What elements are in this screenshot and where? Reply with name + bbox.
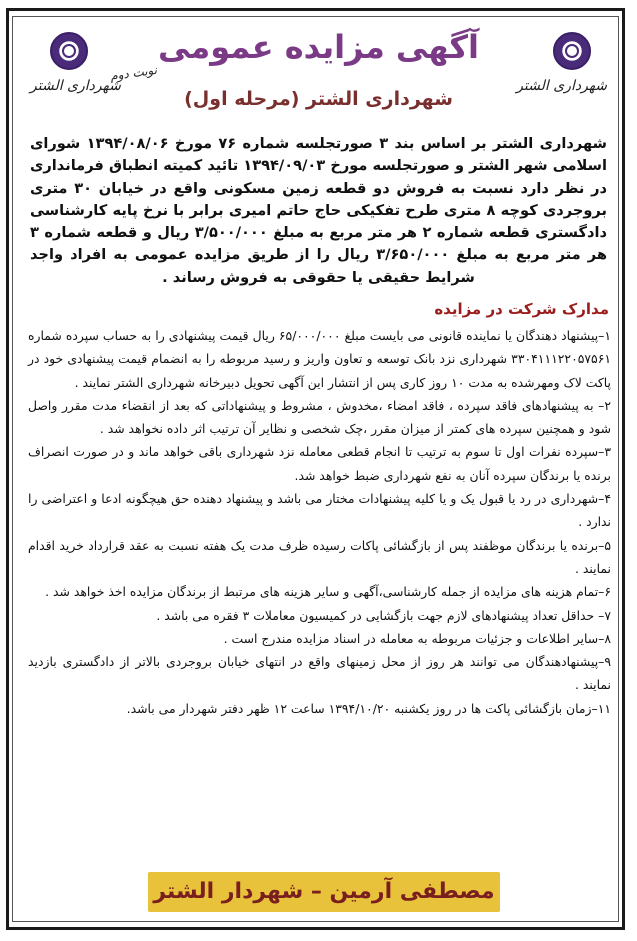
list-item: ۱–پیشنهاد دهندگان یا نماینده قانونی می بایست مبلغ ۶۵/۰۰۰/۰۰۰ ریال قیمت پیشنهادی را به حساب سپرده شماره ۳۳۰۴۱۱۱۲۲۰۵۷۵۶۱ شهرداری نزد بانک توسعه و تعاون واریز و رسید مربوطه را به انضمام قیمت پیشنهادی خود در پاکت لاک ومهرشده به مدت ۱۰ روز کاری پس از انتشار این آگهی تحویل دبیرخانه شهرداری الشتر نمایند .: [28, 328, 612, 390]
list-item: ۷– حداقل تعداد پیشنهادهای لازم جهت بازگشایی در کمیسیون معاملات ۳ فقره می باشد .: [156, 607, 611, 623]
list-item: ۶–تمام هزینه های مزایده از جمله کارشناسی،آگهی و سایر هزینه های مرتبط از برندگان مزایده اخذ خواهد شد .: [45, 584, 611, 600]
list-item: ۲– به پیشنهادهای فاقد سپرده ، فاقد امضاء ،مخدوش ، مشروط و پیشنهاداتی که بعد از انقضاء مدت مقرر واصل شود و همچنین سپرده های کمتر از میزان مقرر ،چک شخصی و نظایر آن ترتیب اثر داده نخواهد شد .: [28, 397, 611, 437]
intro-paragraph: شهرداری الشتر بر اساس بند ۳ صورتجلسه شماره ۷۶ مورخ ۱۳۹۴/۰۸/۰۶ شورای اسلامی شهر الشتر و صورتجلسه مورخ ۱۳۹۴/۰۹/۰۳ تائید کمیته انطباق فرمانداری در نظر دارد نسبت به فروش دو قطعه زمین مسکونی واقع در خیابان ۳۰ متری بروجردی کوچه ۸ متری طرح تفکیکی حاج حاتم امیری برابر با نرخ پایه کارشناسی دادگستری قطعه شماره ۲ هر متر مربع به مبلغ ۳/۵۰۰/۰۰۰ ریال و قطعه شماره ۳ هر متر مربع به مبلغ ۳/۶۵۰/۰۰۰ ریال را از طریق مزایده عمومی به افراد واجد شرایط حقیقی یا حقوقی به فروش رساند .: [30, 135, 607, 286]
municipality-logo-right: شهرداری الشتر: [516, 78, 607, 94]
round-note: نوبت دوم: [109, 62, 158, 84]
page-subtitle: شهرداری الشتر (مرحله اول): [184, 88, 453, 110]
list-item: ۴–شهرداری در رد یا قبول یک و یا کلیه پیشنهادات مختار می باشد و پیشنهاد دهنده حق هیچگونه ادعا و اعتراضی را ندارد .: [28, 491, 611, 530]
list-item: ۳–سپرده نفرات اول تا سوم به ترتیب تا انجام قطعی معامله نزد شهرداری باقی خواهد ماند و در صورت انصراف برنده یا برندگان سپرده آنان به نفع شهرداری ضبط خواهد شد.: [28, 444, 611, 483]
section-heading: مدارک شرکت در مزایده: [434, 300, 609, 318]
page-title: آگهی مزایده عمومی: [158, 28, 479, 66]
list-item: ۹–پیشنهادهندگان می توانند هر روز از محل زمینهای واقع در انتهای خیابان بروجردی بالاتر از دادگستری بازدید نمایند .: [28, 654, 611, 693]
list-item: ۱۱–زمان بازگشائی پاکت ها در روز یکشنبه ۱۳۹۴/۱۰/۲۰ ساعت ۱۲ ظهر دفتر شهردار می باشد.: [126, 700, 611, 716]
signature-bar: مصطفی آرمین – شهردار الشتر: [148, 872, 500, 912]
list-item: ۵–برنده یا برندگان موظفند پس از بازگشائی پاکات رسیده ظرف مدت یک هفته نسبت به عقد قرارداد خرید اقدام نمایند .: [28, 537, 611, 576]
conditions-list: [28, 324, 611, 720]
list-item: ۸–سایر اطلاعات و جزئیات مربوطه به معامله در اسناد مزایده مندرج است .: [223, 630, 611, 646]
municipality-logo-left: شهرداری الشتر: [30, 78, 121, 94]
